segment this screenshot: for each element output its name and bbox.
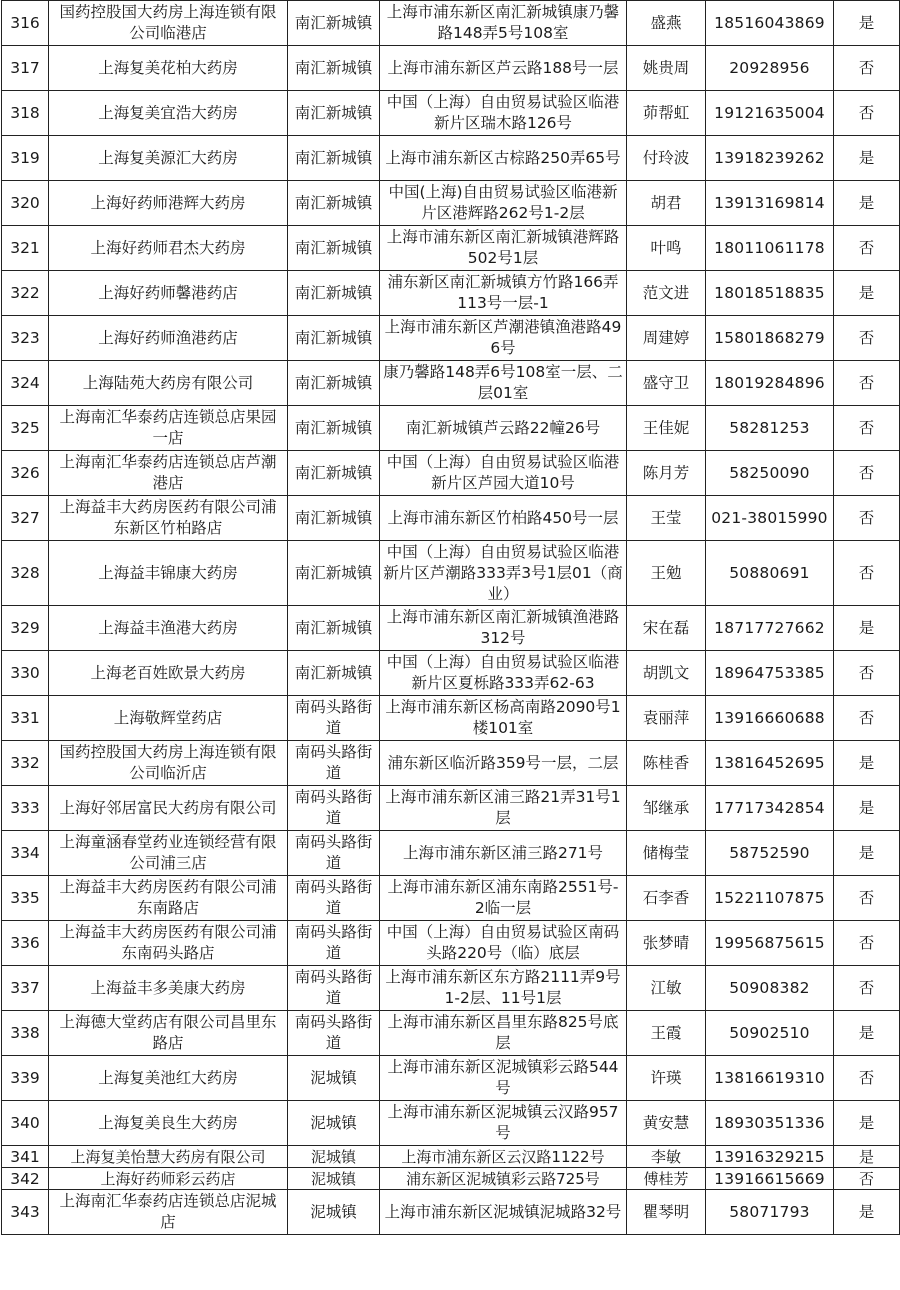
contact-person-cell: 范文进 [627, 271, 706, 316]
phone-cell: 19121635004 [706, 91, 834, 136]
pharmacy-name-cell: 上海好药师馨港药店 [49, 271, 288, 316]
table-row [2, 316, 900, 361]
contact-person-cell: 袁丽萍 [627, 696, 706, 741]
town-cell: 南汇新城镇 [288, 496, 380, 541]
phone-cell: 18018518835 [706, 271, 834, 316]
pharmacy-name-cell: 国药控股国大药房上海连锁有限公司临沂店 [49, 741, 288, 786]
town-cell: 泥城镇 [288, 1056, 380, 1101]
town-cell: 南汇新城镇 [288, 136, 380, 181]
row-number-cell: 324 [2, 361, 49, 406]
town-cell: 南汇新城镇 [288, 1, 380, 46]
row-number-cell: 335 [2, 876, 49, 921]
flag-cell: 否 [834, 46, 900, 91]
table-row [2, 541, 900, 606]
flag-cell: 否 [834, 451, 900, 496]
phone-cell: 50880691 [706, 541, 834, 606]
table-row [2, 46, 900, 91]
flag-cell: 是 [834, 606, 900, 651]
pharmacy-table [1, 0, 900, 1235]
address-cell: 中国（上海）自由贸易试验区临港新片区夏栎路333弄62-63 [380, 651, 627, 696]
contact-person-cell: 瞿琴明 [627, 1190, 706, 1235]
pharmacy-name-cell: 上海德大堂药店有限公司昌里东路店 [49, 1011, 288, 1056]
phone-cell: 021-38015990 [706, 496, 834, 541]
phone-cell: 13918239262 [706, 136, 834, 181]
table-row [2, 1190, 900, 1235]
town-cell: 泥城镇 [288, 1101, 380, 1146]
table-row [2, 1011, 900, 1056]
row-number-cell: 340 [2, 1101, 49, 1146]
flag-cell: 是 [834, 1011, 900, 1056]
address-cell: 浦东新区泥城镇彩云路725号 [380, 1168, 627, 1190]
address-cell: 上海市浦东新区杨高南路2090号1楼101室 [380, 696, 627, 741]
town-cell: 南汇新城镇 [288, 316, 380, 361]
address-cell: 上海市浦东新区竹柏路450号一层 [380, 496, 627, 541]
flag-cell: 否 [834, 91, 900, 136]
flag-cell: 否 [834, 696, 900, 741]
address-cell: 上海市浦东新区浦东南路2551号-2临一层 [380, 876, 627, 921]
flag-cell: 是 [834, 741, 900, 786]
table-row [2, 1056, 900, 1101]
pharmacy-name-cell: 上海复美源汇大药房 [49, 136, 288, 181]
table-row [2, 226, 900, 271]
town-cell: 南码头路街道 [288, 696, 380, 741]
address-cell: 上海市浦东新区泥城镇泥城路32号 [380, 1190, 627, 1235]
contact-person-cell: 胡君 [627, 181, 706, 226]
town-cell: 泥城镇 [288, 1168, 380, 1190]
table-row [2, 831, 900, 876]
phone-cell: 15801868279 [706, 316, 834, 361]
table-row [2, 921, 900, 966]
contact-person-cell: 王佳妮 [627, 406, 706, 451]
table-row [2, 876, 900, 921]
town-cell: 南码头路街道 [288, 921, 380, 966]
phone-cell: 13916329215 [706, 1146, 834, 1168]
pharmacy-name-cell: 上海好药师渔港药店 [49, 316, 288, 361]
pharmacy-name-cell: 上海复美池红大药房 [49, 1056, 288, 1101]
row-number-cell: 332 [2, 741, 49, 786]
pharmacy-name-cell: 上海益丰大药房医药有限公司浦东新区竹柏路店 [49, 496, 288, 541]
table-row [2, 91, 900, 136]
phone-cell: 18011061178 [706, 226, 834, 271]
flag-cell: 是 [834, 1101, 900, 1146]
row-number-cell: 322 [2, 271, 49, 316]
address-cell: 中国（上海）自由贸易试验区南码头路220号（临）底层 [380, 921, 627, 966]
flag-cell: 否 [834, 651, 900, 696]
flag-cell: 是 [834, 831, 900, 876]
table-row [2, 181, 900, 226]
pharmacy-name-cell: 上海益丰大药房医药有限公司浦东南码头路店 [49, 921, 288, 966]
pharmacy-name-cell: 上海好药师港辉大药房 [49, 181, 288, 226]
pharmacy-name-cell: 上海益丰锦康大药房 [49, 541, 288, 606]
town-cell: 南汇新城镇 [288, 361, 380, 406]
address-cell: 上海市浦东新区昌里东路825号底层 [380, 1011, 627, 1056]
pharmacy-name-cell: 上海童涵春堂药业连锁经营有限公司浦三店 [49, 831, 288, 876]
row-number-cell: 331 [2, 696, 49, 741]
contact-person-cell: 陈月芳 [627, 451, 706, 496]
contact-person-cell: 傅桂芳 [627, 1168, 706, 1190]
row-number-cell: 333 [2, 786, 49, 831]
town-cell: 泥城镇 [288, 1146, 380, 1168]
phone-cell: 18717727662 [706, 606, 834, 651]
flag-cell: 是 [834, 1146, 900, 1168]
pharmacy-name-cell: 上海好药师君杰大药房 [49, 226, 288, 271]
address-cell: 南汇新城镇芦云路22幢26号 [380, 406, 627, 451]
contact-person-cell: 付玲波 [627, 136, 706, 181]
pharmacy-name-cell: 上海南汇华泰药店连锁总店果园一店 [49, 406, 288, 451]
pharmacy-name-cell: 上海敬辉堂药店 [49, 696, 288, 741]
phone-cell: 18964753385 [706, 651, 834, 696]
flag-cell: 否 [834, 1056, 900, 1101]
flag-cell: 否 [834, 1168, 900, 1190]
contact-person-cell: 胡凯文 [627, 651, 706, 696]
phone-cell: 15221107875 [706, 876, 834, 921]
address-cell: 康乃馨路148弄6号108室一层、二层01室 [380, 361, 627, 406]
flag-cell: 是 [834, 181, 900, 226]
contact-person-cell: 张梦晴 [627, 921, 706, 966]
flag-cell: 是 [834, 1190, 900, 1235]
table-row [2, 696, 900, 741]
flag-cell: 是 [834, 786, 900, 831]
pharmacy-name-cell: 上海复美宜浩大药房 [49, 91, 288, 136]
town-cell: 南汇新城镇 [288, 46, 380, 91]
contact-person-cell: 储梅莹 [627, 831, 706, 876]
address-cell: 上海市浦东新区浦三路271号 [380, 831, 627, 876]
contact-person-cell: 盛守卫 [627, 361, 706, 406]
pharmacy-name-cell: 上海益丰多美康大药房 [49, 966, 288, 1011]
flag-cell: 否 [834, 876, 900, 921]
flag-cell: 否 [834, 966, 900, 1011]
table-row [2, 496, 900, 541]
phone-cell: 18019284896 [706, 361, 834, 406]
town-cell: 泥城镇 [288, 1190, 380, 1235]
row-number-cell: 339 [2, 1056, 49, 1101]
address-cell: 浦东新区临沂路359号一层，二层 [380, 741, 627, 786]
contact-person-cell: 周建婷 [627, 316, 706, 361]
contact-person-cell: 宋在磊 [627, 606, 706, 651]
contact-person-cell: 黄安慧 [627, 1101, 706, 1146]
contact-person-cell: 王霞 [627, 1011, 706, 1056]
row-number-cell: 323 [2, 316, 49, 361]
pharmacy-name-cell: 上海老百姓欧景大药房 [49, 651, 288, 696]
address-cell: 上海市浦东新区芦潮港镇渔港路496号 [380, 316, 627, 361]
contact-person-cell: 李敏 [627, 1146, 706, 1168]
pharmacy-name-cell: 上海益丰渔港大药房 [49, 606, 288, 651]
phone-cell: 18516043869 [706, 1, 834, 46]
address-cell: 中国(上海)自由贸易试验区临港新片区港辉路262号1-2层 [380, 181, 627, 226]
address-cell: 上海市浦东新区南汇新城镇康乃馨路148弄5号108室 [380, 1, 627, 46]
phone-cell: 13916615669 [706, 1168, 834, 1190]
table-row [2, 1146, 900, 1168]
flag-cell: 否 [834, 226, 900, 271]
row-number-cell: 320 [2, 181, 49, 226]
town-cell: 南汇新城镇 [288, 406, 380, 451]
town-cell: 南汇新城镇 [288, 651, 380, 696]
row-number-cell: 329 [2, 606, 49, 651]
flag-cell: 是 [834, 136, 900, 181]
row-number-cell: 325 [2, 406, 49, 451]
contact-person-cell: 石李香 [627, 876, 706, 921]
phone-cell: 18930351336 [706, 1101, 834, 1146]
phone-cell: 13913169814 [706, 181, 834, 226]
pharmacy-name-cell: 上海南汇华泰药店连锁总店泥城店 [49, 1190, 288, 1235]
contact-person-cell: 盛燕 [627, 1, 706, 46]
table-row [2, 786, 900, 831]
table-row [2, 741, 900, 786]
town-cell: 南码头路街道 [288, 966, 380, 1011]
town-cell: 南汇新城镇 [288, 541, 380, 606]
flag-cell: 否 [834, 361, 900, 406]
flag-cell: 否 [834, 541, 900, 606]
flag-cell: 是 [834, 271, 900, 316]
address-cell: 上海市浦东新区南汇新城镇渔港路312号 [380, 606, 627, 651]
phone-cell: 58071793 [706, 1190, 834, 1235]
row-number-cell: 321 [2, 226, 49, 271]
flag-cell: 是 [834, 1, 900, 46]
row-number-cell: 318 [2, 91, 49, 136]
town-cell: 南码头路街道 [288, 786, 380, 831]
address-cell: 上海市浦东新区芦云路188号一层 [380, 46, 627, 91]
contact-person-cell: 王勉 [627, 541, 706, 606]
pharmacy-name-cell: 上海复美怡慧大药房有限公司 [49, 1146, 288, 1168]
address-cell: 浦东新区南汇新城镇方竹路166弄113号一层-1 [380, 271, 627, 316]
town-cell: 南汇新城镇 [288, 91, 380, 136]
flag-cell: 否 [834, 316, 900, 361]
town-cell: 南汇新城镇 [288, 181, 380, 226]
pharmacy-name-cell: 上海南汇华泰药店连锁总店芦潮港店 [49, 451, 288, 496]
contact-person-cell: 邹继承 [627, 786, 706, 831]
phone-cell: 19956875615 [706, 921, 834, 966]
row-number-cell: 334 [2, 831, 49, 876]
phone-cell: 13916660688 [706, 696, 834, 741]
row-number-cell: 327 [2, 496, 49, 541]
town-cell: 南汇新城镇 [288, 271, 380, 316]
flag-cell: 否 [834, 406, 900, 451]
contact-person-cell: 姚贵周 [627, 46, 706, 91]
pharmacy-name-cell: 上海复美花柏大药房 [49, 46, 288, 91]
table-row [2, 1168, 900, 1190]
phone-cell: 50902510 [706, 1011, 834, 1056]
phone-cell: 17717342854 [706, 786, 834, 831]
row-number-cell: 343 [2, 1190, 49, 1235]
row-number-cell: 336 [2, 921, 49, 966]
table-row [2, 606, 900, 651]
pharmacy-name-cell: 上海陆苑大药房有限公司 [49, 361, 288, 406]
contact-person-cell: 陈桂香 [627, 741, 706, 786]
phone-cell: 58752590 [706, 831, 834, 876]
flag-cell: 否 [834, 496, 900, 541]
table-row [2, 651, 900, 696]
contact-person-cell: 许瑛 [627, 1056, 706, 1101]
phone-cell: 13816452695 [706, 741, 834, 786]
row-number-cell: 330 [2, 651, 49, 696]
town-cell: 南汇新城镇 [288, 226, 380, 271]
table-row [2, 1, 900, 46]
town-cell: 南汇新城镇 [288, 451, 380, 496]
town-cell: 南码头路街道 [288, 876, 380, 921]
table-row [2, 271, 900, 316]
table-row [2, 136, 900, 181]
town-cell: 南汇新城镇 [288, 606, 380, 651]
row-number-cell: 316 [2, 1, 49, 46]
pharmacy-name-cell: 上海复美良生大药房 [49, 1101, 288, 1146]
table-row [2, 406, 900, 451]
address-cell: 中国（上海）自由贸易试验区临港新片区芦园大道10号 [380, 451, 627, 496]
pharmacy-name-cell: 国药控股国大药房上海连锁有限公司临港店 [49, 1, 288, 46]
row-number-cell: 319 [2, 136, 49, 181]
table-row [2, 361, 900, 406]
row-number-cell: 341 [2, 1146, 49, 1168]
phone-cell: 13816619310 [706, 1056, 834, 1101]
address-cell: 上海市浦东新区泥城镇彩云路544号 [380, 1056, 627, 1101]
phone-cell: 50908382 [706, 966, 834, 1011]
table-row [2, 1101, 900, 1146]
flag-cell: 否 [834, 921, 900, 966]
town-cell: 南码头路街道 [288, 1011, 380, 1056]
row-number-cell: 337 [2, 966, 49, 1011]
table-body [2, 1, 900, 1235]
row-number-cell: 328 [2, 541, 49, 606]
town-cell: 南码头路街道 [288, 831, 380, 876]
pharmacy-name-cell: 上海好药师彩云药店 [49, 1168, 288, 1190]
pharmacy-name-cell: 上海好邻居富民大药房有限公司 [49, 786, 288, 831]
table-row [2, 451, 900, 496]
pharmacy-name-cell: 上海益丰大药房医药有限公司浦东南路店 [49, 876, 288, 921]
town-cell: 南码头路街道 [288, 741, 380, 786]
address-cell: 上海市浦东新区泥城镇云汉路957号 [380, 1101, 627, 1146]
phone-cell: 58250090 [706, 451, 834, 496]
phone-cell: 58281253 [706, 406, 834, 451]
contact-person-cell: 叶鸣 [627, 226, 706, 271]
address-cell: 上海市浦东新区古棕路250弄65号 [380, 136, 627, 181]
phone-cell: 20928956 [706, 46, 834, 91]
address-cell: 上海市浦东新区东方路2111弄9号1-2层、11号1层 [380, 966, 627, 1011]
contact-person-cell: 王莹 [627, 496, 706, 541]
contact-person-cell: 江敏 [627, 966, 706, 1011]
address-cell: 上海市浦东新区云汉路1122号 [380, 1146, 627, 1168]
row-number-cell: 317 [2, 46, 49, 91]
address-cell: 中国（上海）自由贸易试验区临港新片区瑞木路126号 [380, 91, 627, 136]
row-number-cell: 342 [2, 1168, 49, 1190]
address-cell: 上海市浦东新区浦三路21弄31号1层 [380, 786, 627, 831]
row-number-cell: 326 [2, 451, 49, 496]
contact-person-cell: 茆帮虹 [627, 91, 706, 136]
address-cell: 中国（上海）自由贸易试验区临港新片区芦潮路333弄3号1层01（商业） [380, 541, 627, 606]
row-number-cell: 338 [2, 1011, 49, 1056]
address-cell: 上海市浦东新区南汇新城镇港辉路502号1层 [380, 226, 627, 271]
table-row [2, 966, 900, 1011]
